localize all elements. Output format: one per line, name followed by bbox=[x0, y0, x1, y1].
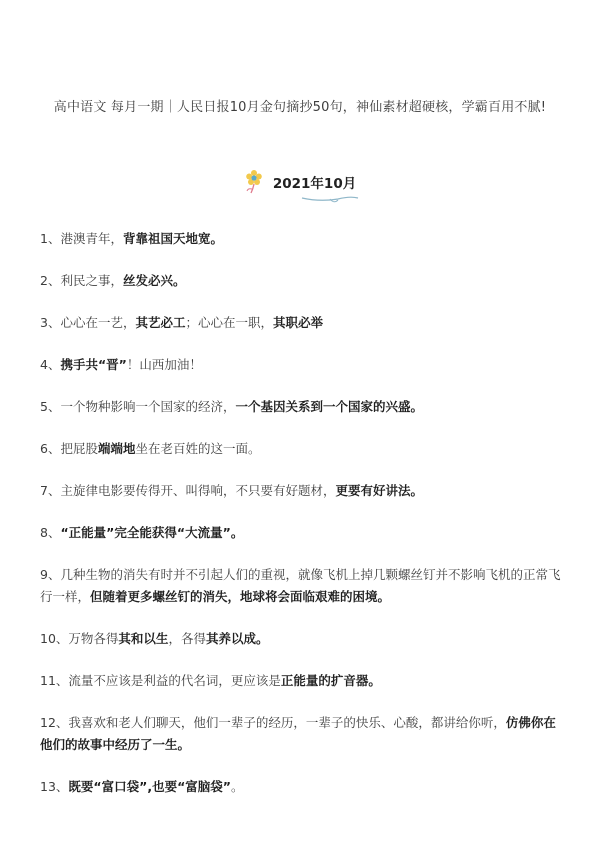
quote-emphasis: 但随着更多螺丝钉的消失，地球将会面临艰难的困境。 bbox=[90, 589, 391, 604]
quote-item bbox=[40, 228, 562, 250]
quote-emphasis: 正能量的扩音器。 bbox=[280, 673, 381, 688]
quote-text: 把屁股 bbox=[60, 441, 98, 456]
quote-item bbox=[40, 396, 562, 418]
quote-text: ！山西加油！ bbox=[126, 357, 202, 372]
quote-item bbox=[40, 776, 562, 798]
section-heading bbox=[0, 170, 600, 194]
quote-number: 12、 bbox=[40, 715, 69, 730]
quote-number: 7、 bbox=[40, 483, 61, 498]
quote-item bbox=[40, 628, 562, 650]
quote-item bbox=[40, 564, 562, 608]
quote-text: 我喜欢和老人们聊天，他们一辈子的经历，一辈子的快乐、心酸，都讲给你听， bbox=[68, 715, 506, 730]
quote-list bbox=[40, 228, 562, 818]
quote-number: 4、 bbox=[40, 357, 61, 372]
decorative-underline bbox=[300, 194, 362, 206]
quote-text: 。 bbox=[231, 779, 244, 794]
quote-number: 3、 bbox=[40, 315, 61, 330]
quote-emphasis: 仿佛你在他们的故事中经历了一生。 bbox=[40, 715, 556, 752]
quote-emphasis: 更要有好讲法。 bbox=[335, 483, 423, 498]
quote-number: 1、 bbox=[40, 231, 61, 246]
quote-item bbox=[40, 270, 562, 292]
quote-item bbox=[40, 480, 562, 502]
quote-emphasis: 携手共“晋” bbox=[60, 357, 127, 372]
quote-emphasis: 丝发必兴。 bbox=[122, 273, 186, 288]
quote-text: ，各得 bbox=[168, 631, 206, 646]
quote-text: ；心心在一职， bbox=[185, 315, 273, 330]
quote-emphasis: 既要“富口袋”,也要“富脑袋” bbox=[68, 779, 232, 794]
quote-emphasis: 背靠祖国天地宽。 bbox=[122, 231, 223, 246]
flower-icon bbox=[244, 170, 264, 194]
quote-emphasis: 其和以生 bbox=[118, 631, 169, 646]
quote-emphasis: 一个基因关系到一个国家的兴盛。 bbox=[235, 399, 423, 414]
quote-text: 一个物种影响一个国家的经济， bbox=[60, 399, 236, 414]
quote-number: 2、 bbox=[40, 273, 61, 288]
quote-text: 坐在老百姓的这一面。 bbox=[135, 441, 261, 456]
quote-text: 心心在一艺， bbox=[60, 315, 136, 330]
quote-emphasis: 其艺必工 bbox=[135, 315, 186, 330]
quote-item bbox=[40, 522, 562, 544]
quote-text: 万物各得 bbox=[68, 631, 119, 646]
quote-text: 主旋律电影要传得开、叫得响，不只要有好题材， bbox=[60, 483, 336, 498]
quote-text: 利民之事， bbox=[60, 273, 123, 288]
quote-item bbox=[40, 438, 562, 460]
quote-emphasis: “正能量”完全能获得“大流量”。 bbox=[60, 525, 244, 540]
quote-number: 11、 bbox=[40, 673, 69, 688]
quote-number: 10、 bbox=[40, 631, 69, 646]
quote-number: 13、 bbox=[40, 779, 69, 794]
section-title: 2021年10月 bbox=[272, 176, 357, 192]
quote-emphasis: 端端地 bbox=[97, 441, 136, 456]
quote-emphasis: 其职必举 bbox=[273, 315, 324, 330]
quote-number: 8、 bbox=[40, 525, 61, 540]
quote-number: 9、 bbox=[40, 567, 61, 582]
article-subtitle: 高中语文 每月一期｜人民日报10月金句摘抄50句，神仙素材超硬核，学霸百用不腻! bbox=[53, 100, 547, 115]
quote-text: 几种生物的消失有时并不引起人们的重视，就像飞机上掉几颗螺丝钉并不影响飞机的正常飞行一样， bbox=[40, 567, 561, 604]
quote-item bbox=[40, 712, 562, 756]
quote-item bbox=[40, 312, 562, 334]
quote-text: 流量不应该是利益的代名词，更应该是 bbox=[68, 673, 281, 688]
quote-text: 港澳青年， bbox=[60, 231, 123, 246]
quote-item bbox=[40, 670, 562, 692]
quote-item bbox=[40, 354, 562, 376]
quote-number: 5、 bbox=[40, 399, 61, 414]
quote-emphasis: 其养以成。 bbox=[205, 631, 269, 646]
quote-number: 6、 bbox=[40, 441, 61, 456]
